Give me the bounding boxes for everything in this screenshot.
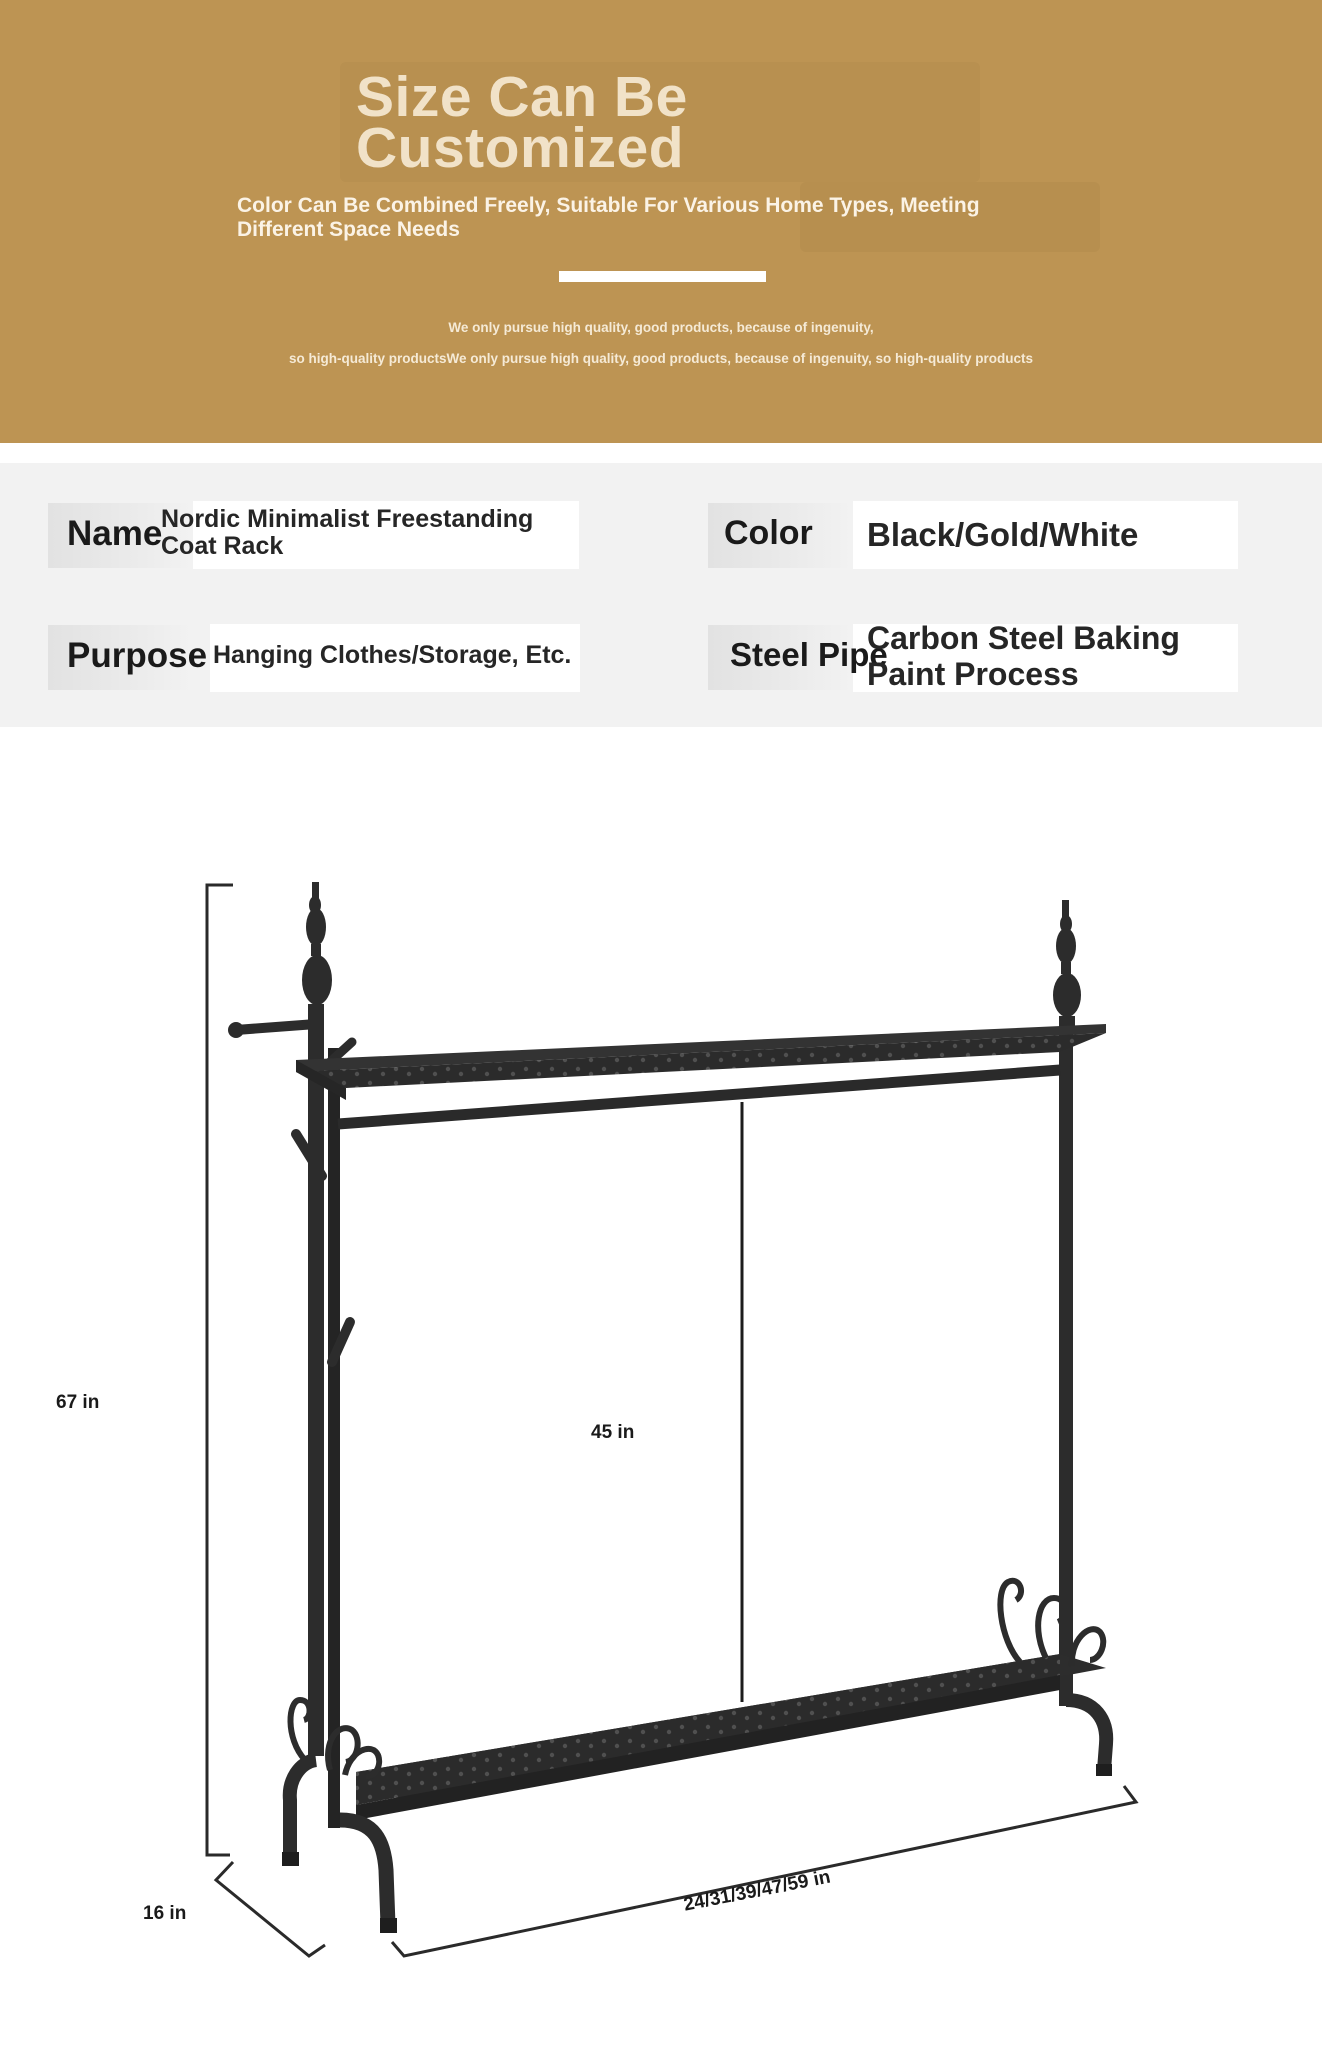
hero-tagline: so high-quality productsWe only pursue high quality, good products, because of ingenuity, so high-quality products <box>288 351 1034 366</box>
height-label: 67 in <box>56 1392 100 1413</box>
hero-title-line: Size Can Be <box>356 65 688 129</box>
coat-rack-illustration <box>0 727 1322 2048</box>
hero-title-line: Customized <box>356 116 685 180</box>
spec-steel-pipe-label: Steel Pipe <box>730 636 888 673</box>
right-finial <box>1053 900 1081 1028</box>
hero-subtitle-line: Color Can Be Combined Freely, Suitable For Various Home Types, Meeting <box>237 194 980 217</box>
hero-divider-bar <box>559 271 766 282</box>
hero-subtitle-line: Different Space Needs <box>237 218 460 241</box>
hero-subtitle <box>237 194 1067 242</box>
left-finial <box>302 882 332 1018</box>
hero-tagline: We only pursue high quality, good products, because of ingenuity, <box>448 320 874 335</box>
spec-steel-pipe-value-line: Paint Process <box>867 656 1079 692</box>
hero-banner <box>0 0 1322 443</box>
spec-name-value-line: Coat Rack <box>161 532 284 560</box>
spec-name-label: Name <box>67 514 163 553</box>
spec-purpose-label: Purpose <box>67 636 208 675</box>
hero-title <box>356 65 688 180</box>
depth-label: 16 in <box>143 1903 187 1924</box>
spec-purpose-value: Hanging Clothes/Storage, Etc. <box>213 641 572 669</box>
width-dimension-line <box>392 1786 1136 1956</box>
spec-color-value: Black/Gold/White <box>867 516 1139 553</box>
spec-name-value-line: Nordic Minimalist Freestanding <box>161 505 534 533</box>
coat-rack <box>228 882 1112 1933</box>
spec-steel-pipe-value-line: Carbon Steel Baking <box>867 620 1180 656</box>
spec-name-value <box>161 506 533 560</box>
spec-panel <box>0 463 1322 727</box>
product-dimension-diagram <box>0 727 1322 2048</box>
depth-dimension-line <box>216 1862 325 1956</box>
spec-steel-pipe-value <box>867 620 1180 692</box>
width-label: 24/31/39/47/59 in <box>682 1866 833 1916</box>
spec-color-label: Color <box>724 514 813 552</box>
inner-height-label: 45 in <box>591 1422 635 1443</box>
right-scroll-ornament <box>1000 1581 1103 1666</box>
